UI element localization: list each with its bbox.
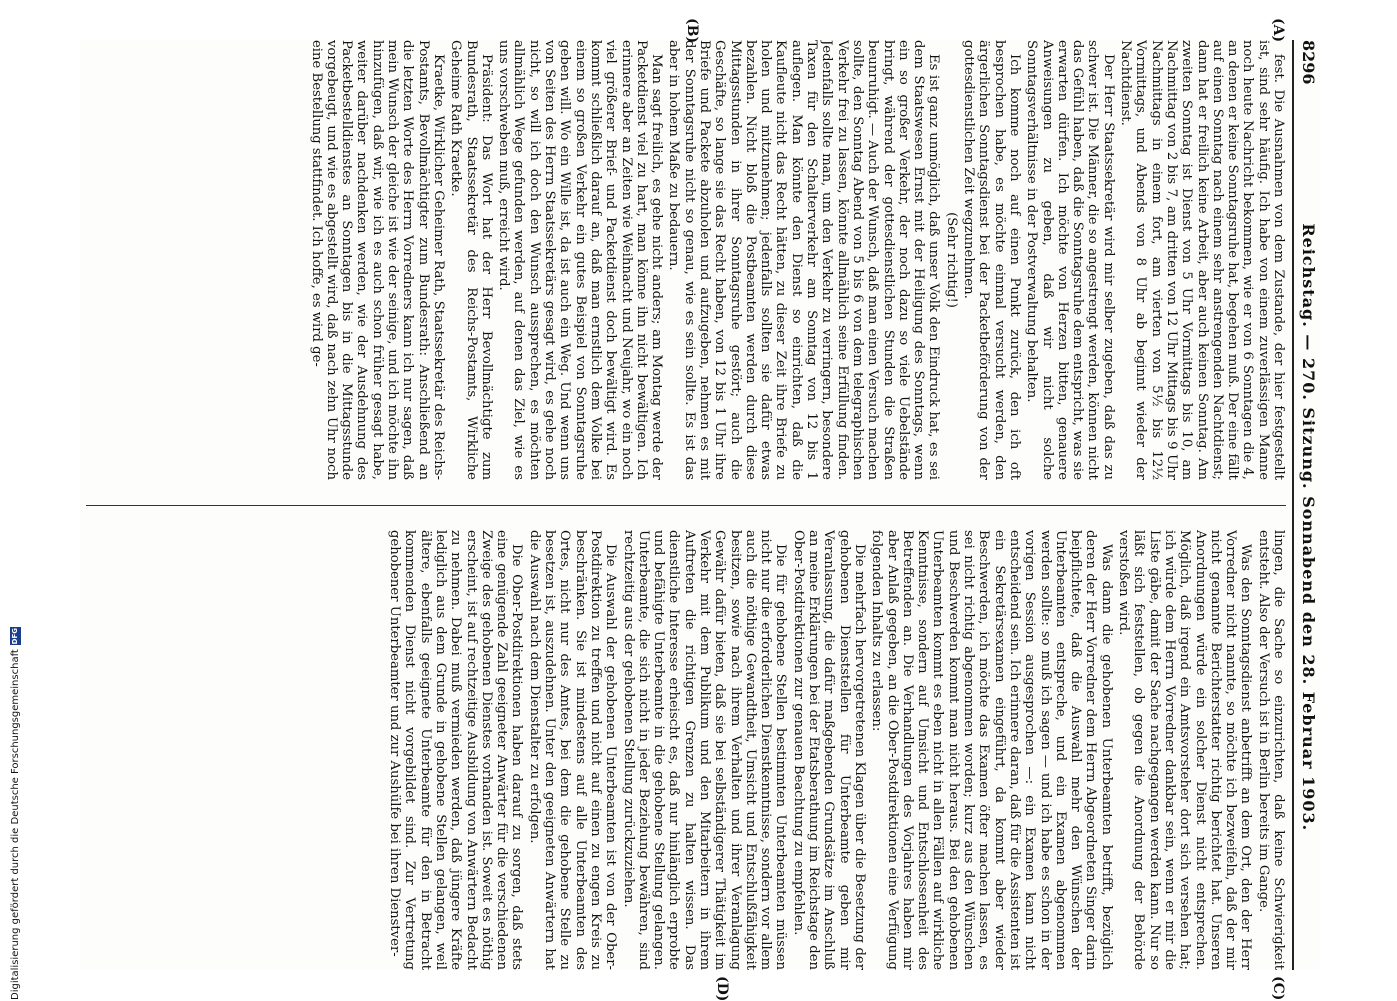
paragraph: Was dann die gehobenen Unterbeamten betrifft, bezüglich deren der Herr Vorredner dem Herrn Abgeordneten Singer darin beipflichtete, daß die Auswahl mehr den Wünschen der Unterbeamten entspreche, und ein Examen abgenommen werden sollte: so muß ich sagen — und ich habe es schon in der vorigen Session ausgesprochen —: ein Examen kann nicht entscheidend sein. Ich erinnere daran, daß für die Assistenten ist ein Sekretärsexamen eingeführt, da kommt aber wieder Beschwerden, ich möchte das Examen öfter machen lassen, es sei nicht richtig abgenommen worden; kurz aus den Wünschen und Beschwerden kommt man nicht heraus. Bei den gehobenen Unterbeamten kommt es eben nicht in allen Fällen auf wirkliche Kenntnisse, sondern auf Umsicht und Entschlossenheit des Betreffenden an. Die Verhandlungen des Vorjahres haben mir aber Anlaß gegeben, an die Ober-Postdirektionen eine Verfügung folgenden Inhalts zu erlassen: <box>869 530 1114 970</box>
interjection: (Sehr richtig!) <box>943 212 959 308</box>
paragraph: Was den Sonntagsdienst anbetrifft an dem Ort, den der Herr Vorredner nicht nannte, so möchte ich bezweifeln, daß der mir nicht genannte Berichterstatter richtig berichtet hat. Unseren Anordnungen würde ein solcher Dienst nicht entsprechen. Möglich, daß irgend ein Amtsvorsteher dort sich versehen hat; ich würde dem Herrn Vorredner dankbar sein, wenn er mir die Liste gäbe, damit der Sache nachgegangen werden kann. Nur so läßt sich feststellen, ob gegen die Anordnung der Behörde verstoßen wird. <box>1116 530 1254 970</box>
margin-letter-c: (C) <box>1270 976 1286 1001</box>
funding-note <box>8 10 22 1000</box>
paragraph: Der Herr Staatssekretär wird mir selber zugeben, daß das zu schwer ist. Die Männer, die so angestrengt werden, können nicht das Gefühl haben, daß die Sonntagsruhe dem entspricht, was sie erwarten dürfen. Ich möchte von Herzen bitten, genauere Anweisungen zu geben, daß wir nicht solche Sonntagsverhältnisse in der Postverwaltung behalten. <box>1024 40 1116 480</box>
funding-text: Digitalisierung gefördert durch die Deutsche Forschungsgemeinschaft <box>9 649 21 1000</box>
column-divider <box>86 505 1286 506</box>
margin-letter-a: (A) <box>1270 18 1286 43</box>
left-column <box>86 40 1286 480</box>
quoted-paragraph: Die Auswahl der gehobenen Unterbeamten ist von der Ober-Postdirektion zu treffen und nicht auf einen zu engen Kreis zu beschränken. Sie ist mindestens auf alle Unterbeamten des Ortes, nicht nur des Amtes, bei dem die gehobene Stelle zu besetzen ist, auszudehnen. Unter den geeigneten Anwärtern hat die Auswahl nach dem Dienstalter zu erfolgen. <box>526 530 619 970</box>
paragraph: Kraetke, Wirklicher Geheimer Rath, Staatssekretär des Reichs-Postamts, Bevollmächtigter zum Bundesrath: Anschließend an die letzten Worte des Herrn Vorredners kann ich nur sagen, daß mein Wunsch der gleiche ist wie der seinige, und ich möchte ihn hinzufügen, daß wir, wie ich es auch schon früher gesagt habe, weiter darüber nachdenken werden, wie der Ausdehnung des Packetbestelldienstes an Sonntagen bis in die Mittagsstunde vorgebeugt, und wie es abgestellt wird, daß nach zehn Uhr noch eine Bestellung stattfindet. Ich hoffe, es wird ge- <box>308 40 446 480</box>
dfg-logo-icon: DFG <box>10 627 19 645</box>
paragraph: Ich komme noch auf einen Punkt zurück, den ich oft besprochen habe, es möchte einmal versucht werden, den ärgerlichen Sonntagsdienst bei der Packetbeförderung von der gottesdienstlichen Zeit wegzunehmen. <box>961 40 1022 480</box>
margin-letter-d: (D) <box>714 976 730 1001</box>
quoted-paragraph: Die Ober-Postdirektionen haben darauf zu sorgen, daß stets eine genügende Zahl geeigneter Anwärter für die verschiedenen Zweige des gehobenen Dienstes vorhanden ist. Soweit es nöthig erscheint, ist auf rechtzeitige Ausbildung von Anwärtern Bedacht zu nehmen. Dabei muß vermieden werden, daß jüngere Kräfte lediglich aus dem Grunde in gehobene Stellen gelangen, weil ältere, ebenfalls geeignete Unterbeamte für den in Betracht kommenden Dienst nicht vorgebildet sind. Zur Vertretung gehobener Unterbeamter und zur Aushülfe bei ihren Dienstver- <box>387 530 525 970</box>
rotated-newspaper-page <box>80 18 1320 1001</box>
right-column <box>86 530 1286 970</box>
paragraph: Präsident: Das Wort hat der Herr Bevollmächtigte zum Bundesrath, Staatssekretär des Reichs-Postamts, Wirkliche Geheime Rath Kraetke. <box>448 40 494 480</box>
quoted-paragraph: Die für gehobene Stellen bestimmten Unterbeamten müssen nicht nur die erforderlichen Dienstkenntnisse, sondern vor allem auch die nöthige Gewandtheit, Umsicht und Entschlußfähigkeit besitzen, sowie nach ihrem Verhalten und ihrer Veranlagung Gewähr dafür bieten, daß sie bei selbständigerer Thätigkeit im Verkehr mit dem Publikum und den Mitarbeitern in ihrem Auftreten die richtigen Grenzen zu halten wissen. Das dienstliche Interesse erheischt es, daß nur hinlänglich erprobte und befähigte Unterbeamte in die gehobene Stellung gelangen. Unterbeamte, die sich nicht in jeder Beziehung bewähren, sind rechtzeitig aus der gehobenen Stellung zurückzuziehen. <box>620 530 789 970</box>
quoted-paragraph: Die mehrfach hervorgetretenen Klagen über die Besetzung der gehobenen Dienststellen für Unterbeamte geben mir Veranlassung, die dafür maßgebenden Grundsätze im Anschluß an meine Erklärungen bei der Etatsberathung im Reichstage den Ober-Postdirektionen zur genauen Beachtung zu empfehlen. <box>790 530 867 970</box>
page-number: 8296 <box>1299 40 1319 85</box>
paragraph: fest. Die Ausnahmen von dem Zustande, der hier festgestellt ist, sind sehr häufig. Ich habe von einem zuverlässigen Manne noch heute Nachricht bekommen, wie er von 6 Sonntagen die 4, an denen er keine Sonntagsruhe hat, begehen muß. Der eine fällt auf einen Sonntag nach einem sehr anstrengenden Nachtdienst; dann hat er freilich keine Arbeit, aber auch keinen Sonntag. Am zweiten Sonntag ist Dienst von 5 Uhr Vormittags bis 10, am Nachmittag von 2 bis 7, am dritten von 12 Uhr Mittags bis 9 Uhr Nachmittags in einem fort, am vierten von 5½ bis 12½ Vormittags, und Abends von 8 Uhr ab beginnt wieder der Nachtdienst. <box>1118 40 1286 480</box>
running-head <box>1298 40 1320 970</box>
margin-letter-b: (B) <box>684 18 700 44</box>
paragraph: Es ist ganz unmöglich, daß unser Volk den Eindruck hat, es sei dem Staatswesen Ernst mit der Heiligung des Sonntags, wenn ein so großer Verkehr, der noch dazu so viele Uebelstände bringt, während der gottesdienstlichen Stunden die Straßen beunruhigt. — Auch der Wunsch, daß man einen Versuch machen sollte, den Sonntag Abend von 5 bis 6 von dem telegraphischen Verkehr frei zu lassen, könnte allmählich seine Erfüllung finden. Jedenfalls sollte man, um den Verkehr zu verringern, besondere Taxen für den Schalterverkehr am Sonntag von 12 bis 1 auflegen. Man könnte den Dienst so einrichten, daß die Kaufleute nicht das Recht hätten, zu dieser Zeit ihre Briefe zu holen und mitzunehmen; jedenfalls sollten sie dafür etwas bezahlen. Nicht bloß die Postbeamten werden durch diese Mittagsstunden in ihrer Sonntagsruhe gestört; auch die Geschäfte, so lange sie das Recht haben, von 12 bis 1 Uhr ihre Briefe und Packete abzuholen und aufzugeben, nehmen es mit der Sonntagsruhe nicht so genau, wie es sein sollte. Es ist das aber in hohem Maße zu bedauern. <box>666 40 942 480</box>
paragraph: lingen, die Sache so einzurichten, daß keine Schwierigkeit entsteht. Also der Versuch ist in Berlin bereits im Gange. <box>1255 530 1286 970</box>
paragraph: Man sagt freilich, es gehe nicht anders; am Montag werde der Packetdienst viel zu hart, man könne ihn nicht bewältigen. Ich erinnere aber an Zeiten wie Weihnacht und Neujahr, wo ein noch viel größerer Brief- und Packetdienst doch bewältigt wird. Es kommt schließlich darauf an, daß man ernstlich dem Volke bei einem so großen Verkehr ein gutes Beispiel von Sonntagsruhe geben will. Wo ein Wille ist, da ist auch ein Weg. Und wenn uns von Seiten des Herrn Staatssekretärs gesagt wird, es gehe noch nicht, so will ich doch den Wunsch aussprechen, es möchten allmählich Wege gefunden werden, auf denen das Ziel, wie es uns vorschweben muß, erreicht wird. <box>496 40 665 480</box>
page-title: Reichstag. — 270. Sitzung. Sonnabend den 28. Februar 1903. <box>1299 223 1319 832</box>
header-rule <box>1292 40 1294 970</box>
